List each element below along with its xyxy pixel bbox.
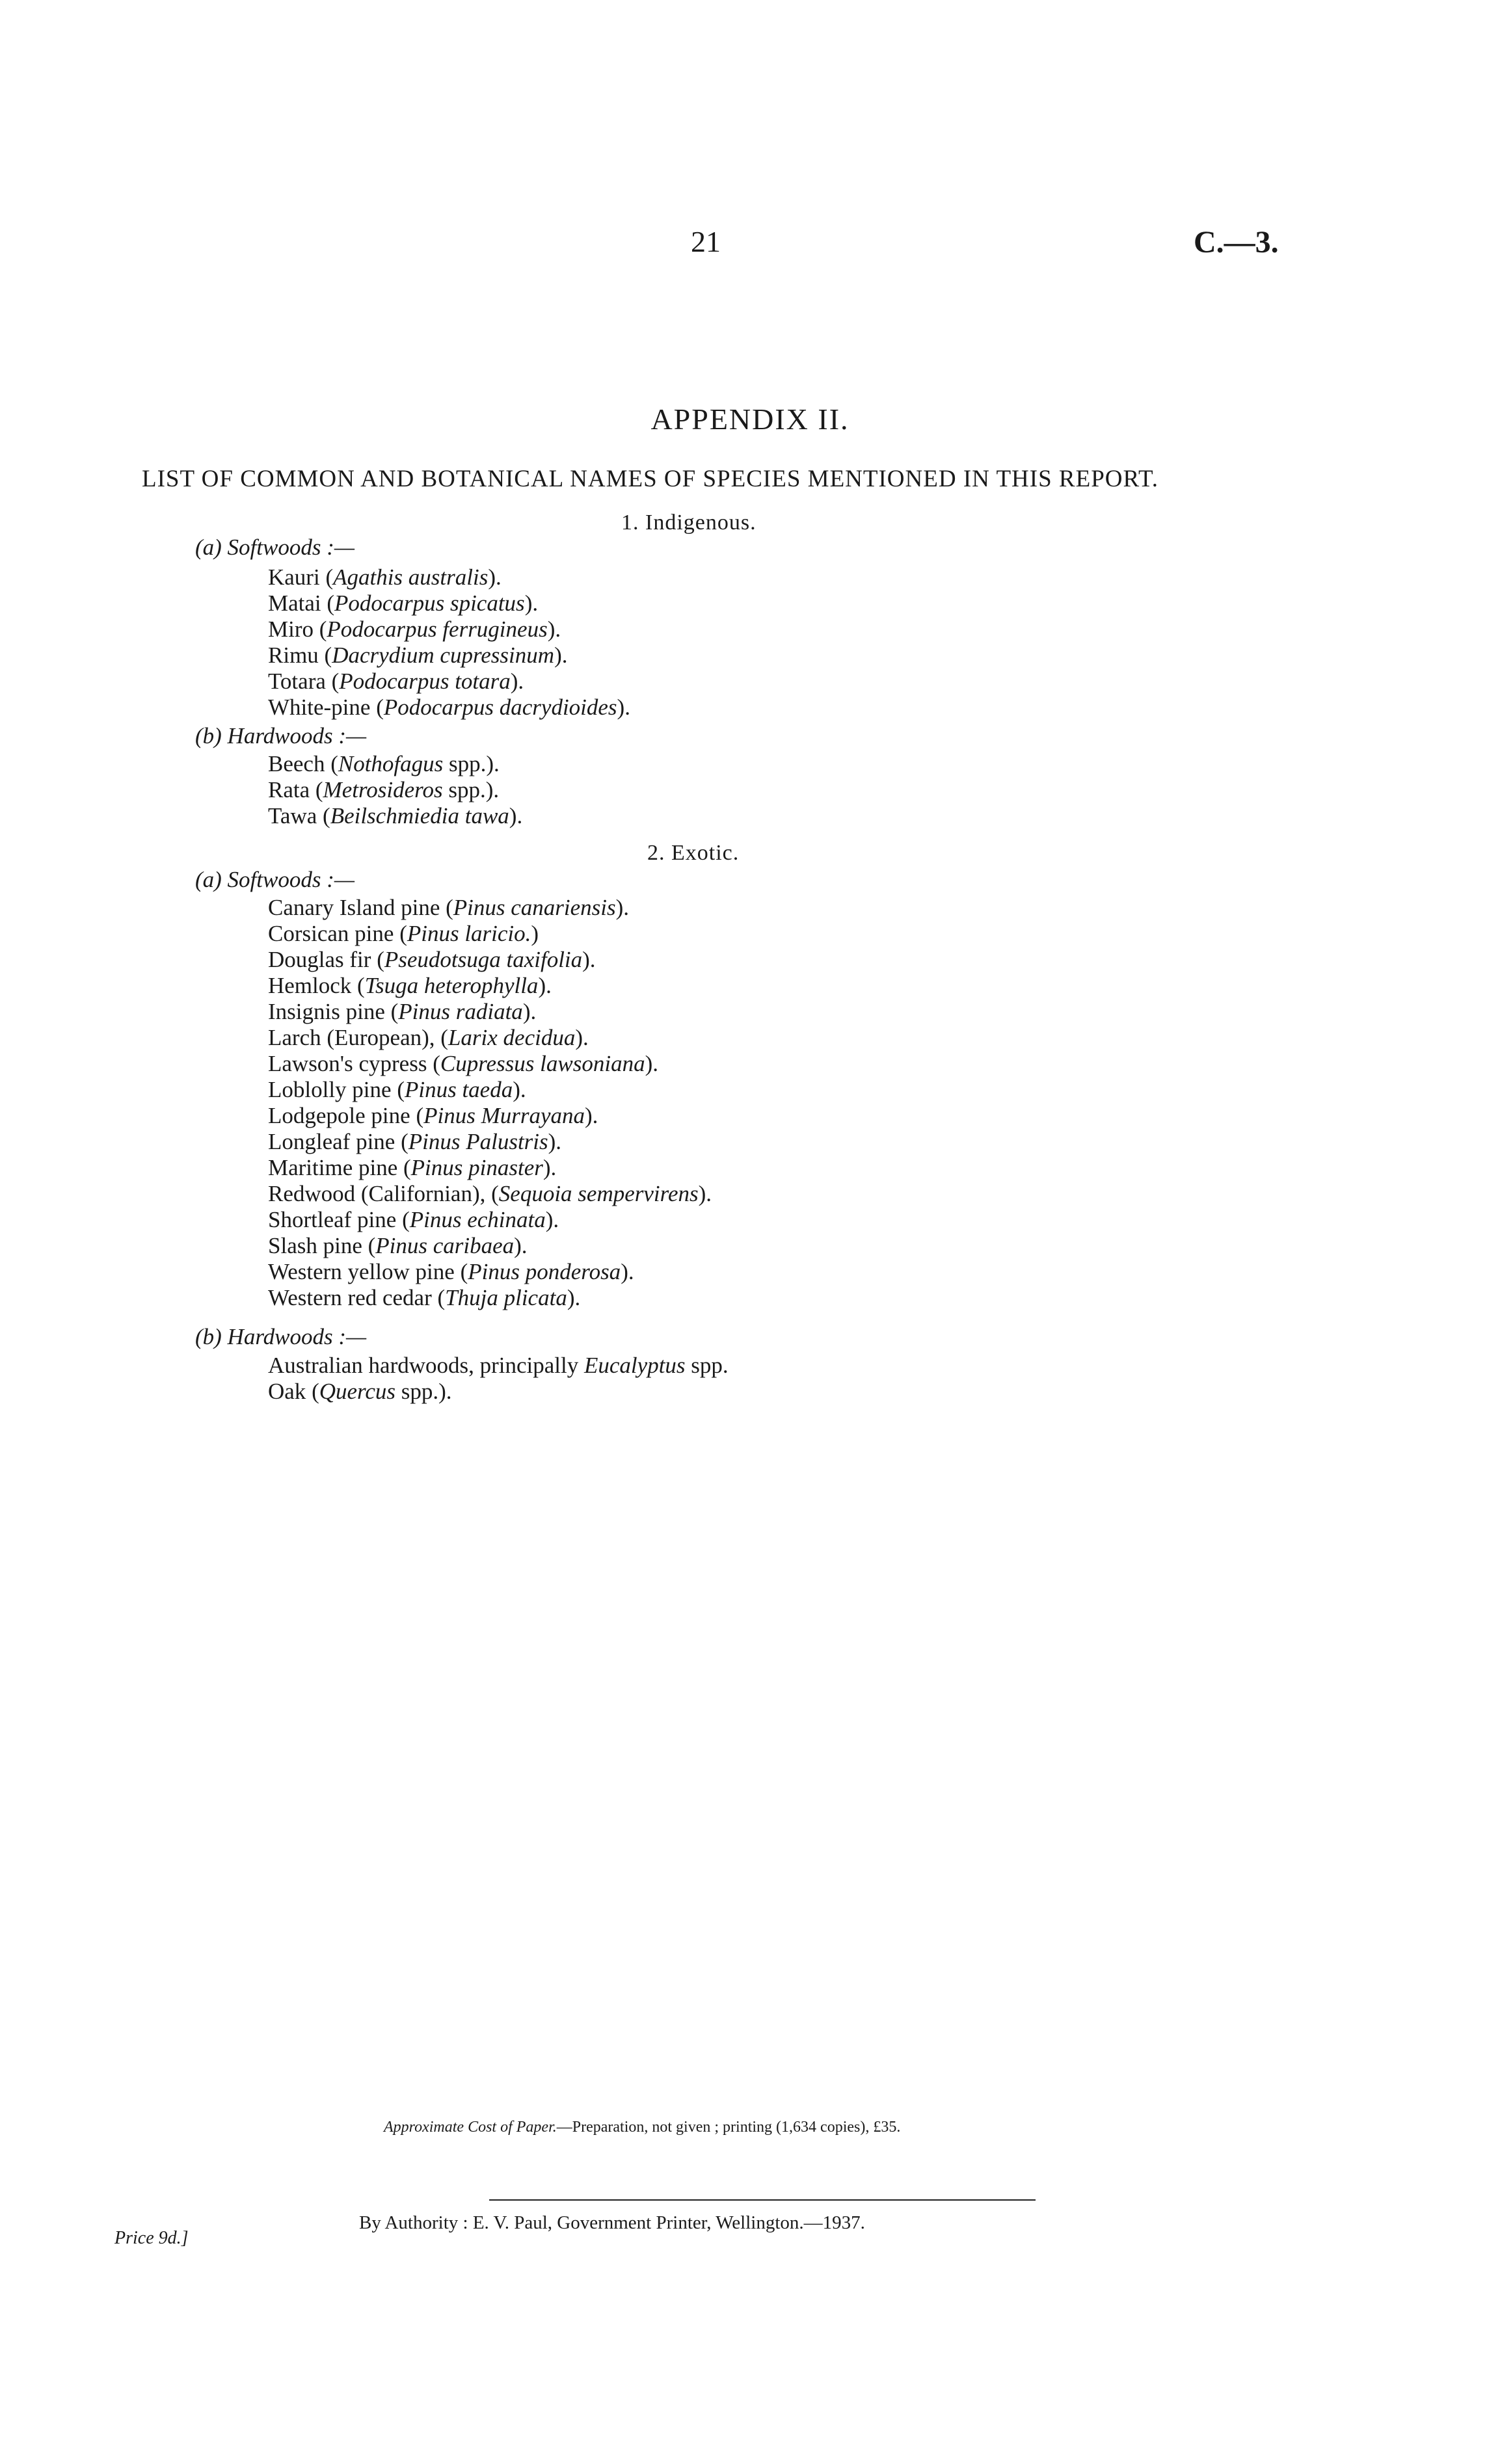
common-name: Rimu bbox=[268, 642, 319, 668]
species-item: Beech (Nothofagus spp.). bbox=[268, 751, 500, 776]
footer-cost-text: —Preparation, not given ; printing (1,634 copies), £35. bbox=[556, 2119, 901, 2136]
common-name: Maritime pine bbox=[268, 1155, 398, 1180]
indigenous-hardwoods-list bbox=[268, 751, 522, 829]
common-name: Larch (European), bbox=[268, 1025, 435, 1050]
botanical-name: Metrosideros bbox=[323, 777, 443, 802]
common-name: Longleaf pine bbox=[268, 1129, 395, 1154]
botanical-name: Pinus canariensis bbox=[453, 895, 616, 920]
group-heading-indigenous-softwoods: (a) Softwoods :— bbox=[195, 535, 355, 560]
species-item: Tawa (Beilschmiedia tawa). bbox=[268, 803, 523, 828]
exotic-hardwoods-list bbox=[268, 1353, 729, 1405]
species-suffix: spp. bbox=[448, 777, 486, 802]
species-item: Larch (European), (Larix decidua). bbox=[268, 1025, 589, 1050]
species-item: Redwood (Californian), (Sequoia sempervirens). bbox=[268, 1181, 712, 1206]
section-heading-indigenous: 1. Indigenous. bbox=[621, 510, 757, 535]
species-item: White-pine (Podocarpus dacrydioides). bbox=[268, 695, 630, 720]
botanical-name: Quercus bbox=[319, 1379, 396, 1404]
botanical-name: Beilschmiedia tawa bbox=[330, 803, 509, 828]
botanical-name: Pinus radiata bbox=[398, 999, 523, 1024]
botanical-name: Pinus taeda bbox=[404, 1077, 513, 1102]
common-name: Western yellow pine bbox=[268, 1259, 455, 1284]
species-item: Insignis pine (Pinus radiata). bbox=[268, 999, 537, 1024]
footer-divider bbox=[489, 2199, 1036, 2201]
appendix-title: APPENDIX II. bbox=[650, 403, 850, 436]
species-item: Longleaf pine (Pinus Palustris). bbox=[268, 1129, 562, 1154]
common-name: Australian hardwoods, principally bbox=[268, 1353, 579, 1378]
species-item: Western red cedar (Thuja plicata). bbox=[268, 1285, 581, 1310]
common-name: Hemlock bbox=[268, 973, 352, 998]
common-name: Matai bbox=[268, 590, 321, 616]
common-name: Totara bbox=[268, 669, 326, 694]
common-name: Miro bbox=[268, 616, 314, 642]
species-item: Maritime pine (Pinus pinaster). bbox=[268, 1155, 557, 1180]
botanical-name: Tsuga heterophylla bbox=[364, 973, 539, 998]
botanical-name: Podocarpus spicatus bbox=[334, 590, 525, 616]
indigenous-softwoods-list bbox=[268, 564, 630, 721]
species-item: Totara (Podocarpus totara). bbox=[268, 669, 524, 694]
document-code: C.—3. bbox=[1194, 225, 1279, 259]
species-item: Lawson's cypress (Cupressus lawsoniana). bbox=[268, 1051, 658, 1076]
botanical-name: Larix decidua bbox=[448, 1025, 576, 1050]
common-name: Canary Island pine bbox=[268, 895, 440, 920]
species-item: Oak (Quercus spp.). bbox=[268, 1379, 452, 1404]
species-suffix: spp. bbox=[691, 1353, 729, 1378]
common-name: Kauri bbox=[268, 564, 320, 590]
species-item: Douglas fir (Pseudotsuga taxifolia). bbox=[268, 947, 596, 972]
common-name: Tawa bbox=[268, 803, 317, 828]
species-item: Lodgepole pine (Pinus Murrayana). bbox=[268, 1103, 598, 1128]
botanical-name: Pinus ponderosa bbox=[468, 1259, 621, 1284]
species-item: Rimu (Dacrydium cupressinum). bbox=[268, 642, 568, 668]
species-item: Slash pine (Pinus caribaea). bbox=[268, 1233, 528, 1258]
section-heading-exotic: 2. Exotic. bbox=[647, 841, 740, 865]
species-item: Miro (Podocarpus ferrugineus). bbox=[268, 616, 561, 642]
common-name: Loblolly pine bbox=[268, 1077, 392, 1102]
botanical-name: Pinus caribaea bbox=[375, 1233, 515, 1258]
botanical-name: Podocarpus dacrydioides bbox=[383, 695, 617, 720]
group-heading-indigenous-hardwoods: (b) Hardwoods :— bbox=[195, 723, 367, 748]
botanical-name: Cupressus lawsoniana bbox=[440, 1051, 645, 1076]
species-item: Loblolly pine (Pinus taeda). bbox=[268, 1077, 526, 1102]
botanical-name: Nothofagus bbox=[338, 751, 444, 776]
species-item: Matai (Podocarpus spicatus). bbox=[268, 590, 539, 616]
common-name: Beech bbox=[268, 751, 325, 776]
species-item: Kauri (Agathis australis). bbox=[268, 564, 502, 590]
footer-cost-label: Approximate Cost of Paper. bbox=[384, 2119, 557, 2136]
common-name: Slash pine bbox=[268, 1233, 362, 1258]
list-title: LIST OF COMMON AND BOTANICAL NAMES OF SPECIES MENTIONED IN THIS REPORT. bbox=[142, 466, 1159, 492]
botanical-name: Thuja plicata bbox=[445, 1285, 567, 1310]
common-name: Rata bbox=[268, 777, 310, 802]
botanical-name: Pseudotsuga taxifolia bbox=[384, 947, 583, 972]
common-name: Western red cedar bbox=[268, 1285, 432, 1310]
footer-price: Price 9d.] bbox=[114, 2228, 189, 2248]
species-item: Western yellow pine (Pinus ponderosa). bbox=[268, 1259, 634, 1284]
footer-cost-note bbox=[384, 2119, 900, 2136]
common-name: White-pine bbox=[268, 695, 371, 720]
botanical-name: Pinus pinaster bbox=[410, 1155, 543, 1180]
species-item: Canary Island pine (Pinus canariensis). bbox=[268, 895, 630, 920]
botanical-name: Pinus Palustris bbox=[408, 1129, 548, 1154]
botanical-name: Pinus Murrayana bbox=[423, 1103, 585, 1128]
group-heading-exotic-hardwoods: (b) Hardwoods :— bbox=[195, 1324, 367, 1349]
common-name: Lawson's cypress bbox=[268, 1051, 427, 1076]
exotic-softwoods-list bbox=[268, 895, 712, 1311]
common-name: Redwood (Californian), bbox=[268, 1181, 486, 1206]
botanical-name: Eucalyptus bbox=[584, 1353, 686, 1378]
common-name: Corsican pine bbox=[268, 921, 394, 946]
species-suffix: spp. bbox=[401, 1379, 439, 1404]
species-item bbox=[268, 1353, 729, 1379]
footer-authority: By Authority : E. V. Paul, Government Printer, Wellington.—1937. bbox=[359, 2212, 865, 2233]
species-item: Corsican pine (Pinus laricio.) bbox=[268, 921, 539, 946]
page-number: 21 bbox=[691, 225, 721, 258]
species-suffix: spp. bbox=[449, 751, 487, 776]
species-item: Shortleaf pine (Pinus echinata). bbox=[268, 1207, 559, 1232]
species-item: Rata (Metrosideros spp.). bbox=[268, 777, 500, 802]
botanical-name: Dacrydium cupressinum bbox=[332, 642, 555, 668]
common-name: Douglas fir bbox=[268, 947, 371, 972]
common-name: Oak bbox=[268, 1379, 306, 1404]
group-heading-exotic-softwoods: (a) Softwoods :— bbox=[195, 867, 355, 892]
botanical-name: Pinus echinata bbox=[409, 1207, 546, 1232]
common-name: Lodgepole pine bbox=[268, 1103, 410, 1128]
botanical-name: Agathis australis bbox=[333, 564, 489, 590]
common-name: Insignis pine bbox=[268, 999, 385, 1024]
species-item: Hemlock (Tsuga heterophylla). bbox=[268, 973, 552, 998]
botanical-name: Pinus laricio. bbox=[407, 921, 531, 946]
botanical-name: Podocarpus totara bbox=[339, 669, 511, 694]
botanical-name: Sequoia sempervirens bbox=[498, 1181, 699, 1206]
botanical-name: Podocarpus ferrugineus bbox=[327, 616, 548, 642]
common-name: Shortleaf pine bbox=[268, 1207, 397, 1232]
